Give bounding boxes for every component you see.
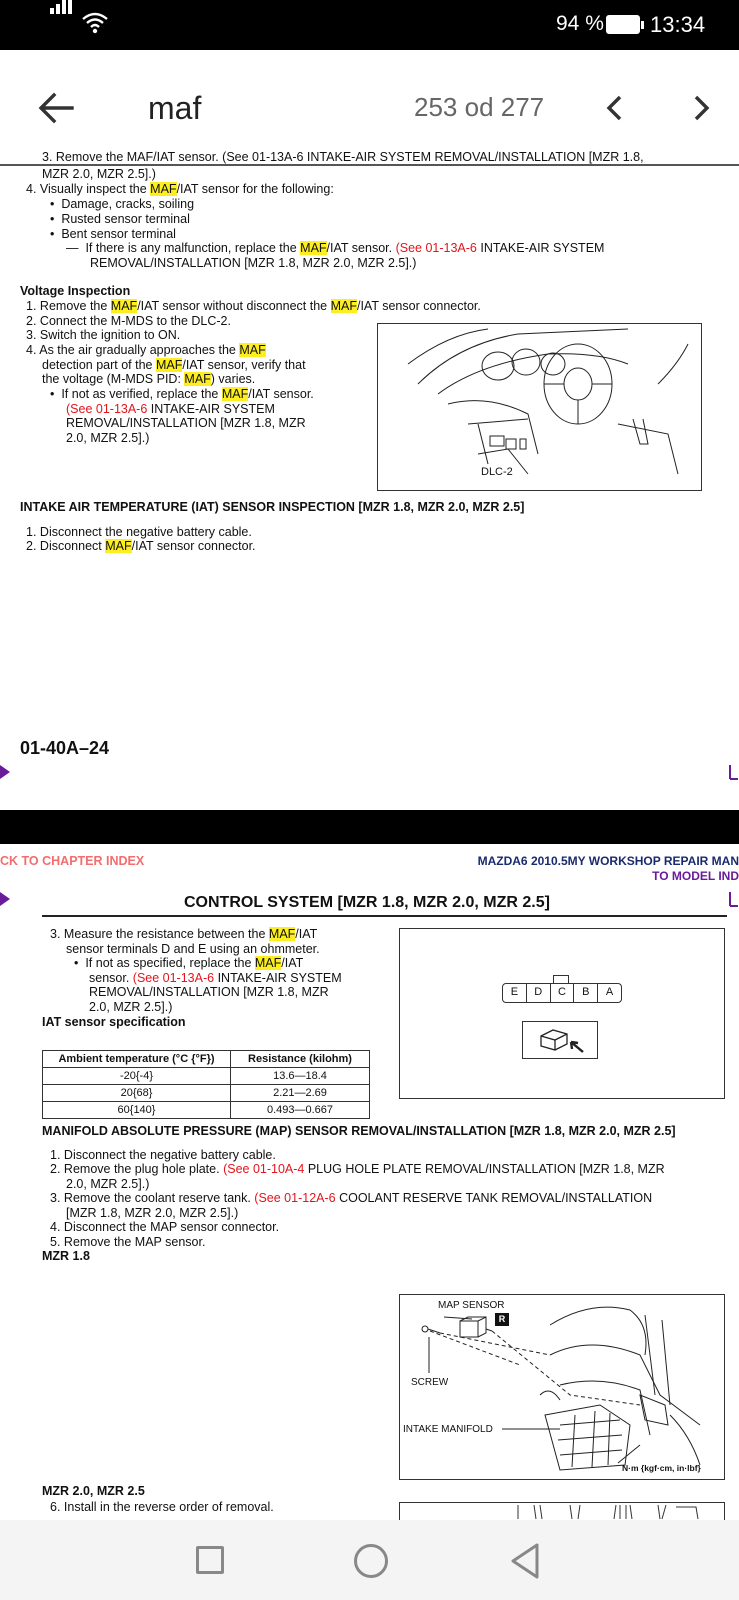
table-header: Resistance (kilohm) <box>231 1051 370 1068</box>
page-separator <box>0 810 739 844</box>
cut-off-line: 3. Remove the MAF/IAT sensor. (See 01-13A-6 INTAKE-AIR SYSTEM REMOVAL/INSTALLATION [MZR 1.8, <box>42 150 644 164</box>
back-triangle-icon[interactable] <box>508 1542 542 1580</box>
table-cell: 2.21—2.69 <box>231 1085 370 1102</box>
document-page-2: CK TO CHAPTER INDEX MAZDA6 2010.5MY WORKSHOP REPAIR MAN TO MODEL IND CONTROL SYSTEM [MZR 1.8, MZR 2.0, MZR 2.5] 3. Measure the resistance between the MAF/IAT sensor terminals D and E using an ohmmeter. • If not as specified, replace the MAF/IAT sensor. (See 01-13A-6 INTAKE-AIR SYSTEM REMOVAL/INSTALLATION [MZR 1.8, MZR 2.0, MZR 2.5].) IAT sensor specification Ambient temperature (°C {°F}) Resistance (kilohm) -20{-4} 13.6—18.4 20{68} 2.21—2.69 60{140} 0.493—0.667 E D C B A MANIFOLD ABSOLUTE PRESSURE (MAP) SENSOR REMOVAL/INSTALLATION [MZR 1.8, MZR 2.0, MZR 2.5] 1. Disconnect the negative battery cable. 2. Remove the plug hole plate. (See 01-10A-4 PLUG HOLE PLATE REMOVAL/INSTALLATION [MZR 1.8, MZR 2.0, MZR 2.5].) 3. Remove the coolant reserve tank. (See 01-12A-6 COOLANT RESERVE TANK REMOVAL/INSTALLATION [MZR 1.8, MZR 2.0, MZR 2.5].) 4. Disconnect the MAP sensor connector. 5. Remove the MAP sensor. MZR 1.8 MAP SENSOR R SCREW INTAKE MANIFOLD N·m {kgf·cm, in·lbf} MZR 2.0, MZR 2.5 6. Install in the reverse order of removal. <box>0 844 739 1520</box>
wifi-icon <box>82 11 108 35</box>
dashboard-drawing <box>378 324 701 490</box>
search-query[interactable]: maf <box>148 90 202 126</box>
iat-inspection-heading: INTAKE AIR TEMPERATURE (IAT) SENSOR INSPECTION [MZR 1.8, MZR 2.0, MZR 2.5] <box>20 500 525 514</box>
search-toolbar <box>0 50 739 166</box>
recent-apps-icon[interactable] <box>196 1546 224 1574</box>
connector-latch <box>553 975 569 983</box>
dlc-label: DLC-2 <box>481 466 513 478</box>
bullet-item: • Damage, cracks, soiling <box>50 197 195 211</box>
android-nav-bar <box>0 1520 739 1600</box>
see-link[interactable]: (See 01-13A-6 <box>66 402 148 416</box>
connector-figure <box>399 928 725 1099</box>
table-cell: 20{68} <box>43 1085 231 1102</box>
to-model-index-link[interactable]: TO MODEL IND <box>652 869 739 883</box>
bullet-item: • If not as specified, replace the MAF/IAT <box>74 956 304 970</box>
connector-view-icon <box>522 1021 598 1059</box>
table-header-row <box>43 1051 370 1068</box>
map-sensor-drawing <box>400 1295 724 1479</box>
bookmark-icon[interactable] <box>729 765 739 779</box>
see-link[interactable]: (See 01-12A-6 <box>254 1191 336 1205</box>
see-link[interactable]: (See 01-10A-4 <box>223 1162 305 1176</box>
mzr20-label: MZR 2.0, MZR 2.5 <box>42 1484 145 1498</box>
cont-line: MZR 2.0, MZR 2.5].) <box>42 167 156 181</box>
section-rule <box>42 915 727 917</box>
bookmark-icon[interactable] <box>0 765 10 779</box>
page-number: 01-40A–24 <box>20 738 110 758</box>
dash-item-line2: REMOVAL/INSTALLATION [MZR 1.8, MZR 2.0, MZR 2.5].) <box>90 256 417 270</box>
battery-icon <box>606 15 640 34</box>
voltage-step-4: 4. As the air gradually approaches the MAF <box>26 343 266 357</box>
map-step-4: 4. Disconnect the MAP sensor connector. <box>50 1220 280 1234</box>
step-4: 4. Visually inspect the MAF/IAT sensor for the following: <box>26 182 334 196</box>
iat-step-1: 1. Disconnect the negative battery cable. <box>26 525 252 539</box>
map-sensor-label: MAP SENSOR <box>438 1300 505 1311</box>
iat-spec-table <box>42 1050 370 1119</box>
voltage-step-1: 1. Remove the MAF/IAT sensor without disconnect the MAF/IAT sensor connector. <box>26 299 481 313</box>
iat-spec-title: IAT sensor specification <box>42 1015 186 1029</box>
map-step-6: 6. Install in the reverse order of removal. <box>50 1500 274 1514</box>
match-counter: 253 od 277 <box>414 92 545 122</box>
see-link[interactable]: (See 01-13A-6 <box>132 971 215 985</box>
bullet-item: • Bent sensor terminal <box>50 227 176 241</box>
table-cell: -20{-4} <box>43 1068 231 1085</box>
see-link[interactable]: (See 01-13A-6 <box>395 241 477 255</box>
mzr18-label: MZR 1.8 <box>42 1249 90 1263</box>
back-to-chapter-index-link[interactable]: CK TO CHAPTER INDEX <box>0 854 145 868</box>
pin-label: D <box>527 984 551 1002</box>
map-heading: MANIFOLD ABSOLUTE PRESSURE (MAP) SENSOR REMOVAL/INSTALLATION [MZR 1.8, MZR 2.0, MZR 2.5] <box>42 1124 676 1138</box>
voltage-step-3: 3. Switch the ignition to ON. <box>26 328 181 342</box>
bookmark-icon[interactable] <box>729 892 739 906</box>
pin-label: B <box>574 984 598 1002</box>
battery-percent: 94 % <box>556 12 604 35</box>
table-row <box>43 1085 370 1102</box>
document-page-1: 3. Remove the MAF/IAT sensor. (See 01-13A-6 INTAKE-AIR SYSTEM REMOVAL/INSTALLATION [MZR 1.8, MZR 2.0, MZR 2.5].) 4. Visually inspect the MAF/IAT sensor for the following: • Damage, cracks, soiling • Rusted sensor terminal • Bent sensor terminal — If there is any malfunction, replace the MAF/IAT sensor. (See 01-13A-6 INTAKE-AIR SYSTEM REMOVAL/INSTALLATION [MZR 1.8, MZR 2.0, MZR 2.5].) Voltage Inspection 1. Remove the MAF/IAT sensor without disconnect the MAF/IAT sensor connector. 2. Connect the M-MDS to the DLC-2. 3. Switch the ignition to ON. 4. As the air gradually approaches the MAF detection part of the MAF/IAT sensor, verify that the voltage (M-MDS PID: MAF) varies. • If not as verified, replace the MAF/IAT sensor. (See 01-13A-6 INTAKE-AIR SYSTEM REMOVAL/INSTALLATION [MZR 1.8, MZR 2.0, MZR 2.5].) DLC-2 INTAKE AIR TEMPERATURE (IAT) SENSOR INSPECTION [MZR 1.8, MZR 2.0, MZR 2.5] 1. Disconnect the negative battery cable. 2. Disconnect MAF/IAT sensor connector. 01-40A–24 <box>0 166 739 810</box>
map-step-2: 2. Remove the plug hole plate. (See 01-10A-4 PLUG HOLE PLATE REMOVAL/INSTALLATION [MZR 1.8, MZR <box>50 1162 665 1176</box>
home-icon[interactable] <box>354 1544 388 1578</box>
table-header: Ambient temperature (°C {°F}) <box>43 1051 231 1068</box>
map-sensor-figure <box>399 1294 725 1480</box>
table-cell: 13.6—18.4 <box>231 1068 370 1085</box>
pin-label: C <box>551 984 575 1002</box>
bullet-item: • Rusted sensor terminal <box>50 212 190 226</box>
bullet-item: • If not as verified, replace the MAF/IAT sensor. <box>50 387 314 401</box>
table-cell: 0.493—0.667 <box>231 1102 370 1119</box>
intake-manifold-label: INTAKE MANIFOLD <box>403 1424 493 1435</box>
voltage-step-2: 2. Connect the M-MDS to the DLC-2. <box>26 314 231 328</box>
map-step-3: 3. Remove the coolant reserve tank. (See 01-12A-6 COOLANT RESERVE TANK REMOVAL/INSTALLATION <box>50 1191 653 1205</box>
dash-item: — If there is any malfunction, replace the MAF/IAT sensor. (See 01-13A-6 INTAKE-AIR SYSTEM <box>66 241 605 255</box>
chevron-left-icon[interactable] <box>598 90 632 126</box>
next-figure-drawing <box>400 1503 724 1521</box>
pin-label: E <box>503 984 527 1002</box>
torque-unit-label: N·m {kgf·cm, in·lbf} <box>622 1463 701 1473</box>
resistance-step-3: 3. Measure the resistance between the MAF/IAT <box>50 927 318 941</box>
manual-title: MAZDA6 2010.5MY WORKSHOP REPAIR MAN <box>477 854 739 868</box>
r-badge: R <box>495 1313 509 1326</box>
iat-step-2: 2. Disconnect MAF/IAT sensor connector. <box>26 539 256 553</box>
map-step-1: 1. Disconnect the negative battery cable. <box>50 1148 276 1162</box>
clock: 13:34 <box>650 12 706 37</box>
bookmark-icon[interactable] <box>0 892 10 906</box>
voltage-title: Voltage Inspection <box>20 284 131 298</box>
table-row <box>43 1068 370 1085</box>
status-bar <box>0 0 739 50</box>
table-row <box>43 1102 370 1119</box>
chevron-right-icon[interactable] <box>684 90 718 126</box>
pin-label: A <box>605 986 614 998</box>
dlc-figure <box>377 323 702 491</box>
table-cell: 60{140} <box>43 1102 231 1119</box>
map-step-5: 5. Remove the MAP sensor. <box>50 1235 206 1249</box>
screw-label: SCREW <box>411 1377 449 1388</box>
connector-pins <box>502 983 622 1003</box>
arrow-left-icon[interactable] <box>36 90 76 126</box>
section-title: CONTROL SYSTEM [MZR 1.8, MZR 2.0, MZR 2.5] <box>184 894 550 911</box>
